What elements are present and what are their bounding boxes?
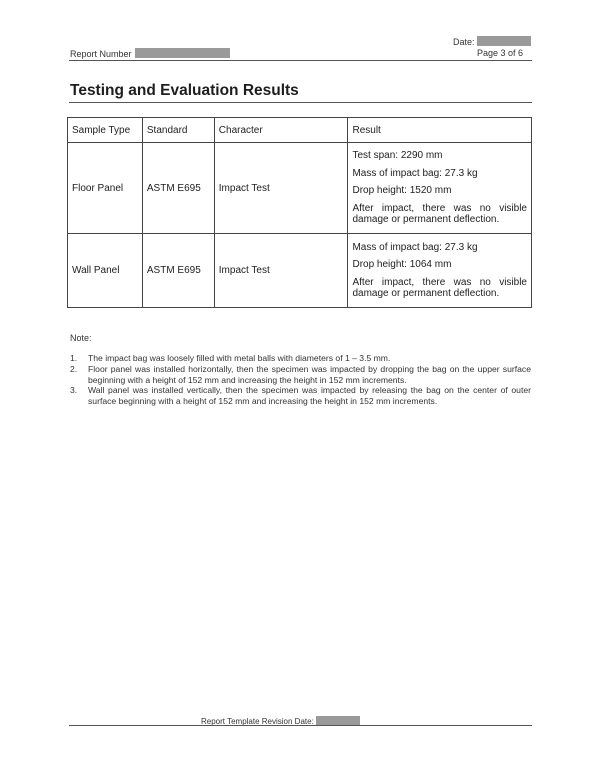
redacted-date bbox=[477, 36, 531, 46]
report-number-label: Report Number bbox=[70, 49, 132, 59]
date-line bbox=[453, 36, 531, 47]
cell-standard: ASTM E695 bbox=[142, 234, 214, 308]
page-title: Testing and Evaluation Results bbox=[70, 82, 299, 99]
cell-character: Impact Test bbox=[214, 143, 348, 234]
note-label: Note: bbox=[70, 333, 92, 343]
cell-sample-type: Floor Panel bbox=[68, 143, 143, 234]
report-number bbox=[70, 48, 230, 59]
note-item bbox=[70, 364, 531, 386]
result-line: Mass of impact bag: 27.3 kg bbox=[352, 241, 478, 253]
result-line: Mass of impact bag: 27.3 kg bbox=[352, 167, 478, 179]
notes-list bbox=[70, 353, 531, 407]
date-label: Date: bbox=[453, 37, 475, 47]
result-line: Drop height: 1520 mm bbox=[352, 185, 452, 197]
note-number: 2. bbox=[70, 363, 78, 374]
header-standard: Standard bbox=[142, 118, 214, 143]
cell-result bbox=[348, 143, 532, 234]
table-header-row bbox=[68, 118, 532, 143]
cell-character: Impact Test bbox=[214, 234, 348, 308]
header-sample-type: Sample Type bbox=[68, 118, 143, 143]
table-row bbox=[68, 143, 532, 234]
result-line: Test span: 2290 mm bbox=[352, 150, 443, 162]
result-line: Drop height: 1064 mm bbox=[352, 259, 452, 270]
header-rule bbox=[69, 60, 532, 61]
note-text: Floor panel was installed horizontally, then the specimen was impacted by dropping the bag on the upper surface beginning with a height of 152 mm and increasing the height in 152 mm increments. bbox=[88, 363, 531, 385]
results-table bbox=[67, 117, 532, 308]
header-character: Character bbox=[214, 118, 348, 143]
result-line: After impact, there was no visible damage or permanent deflection. bbox=[352, 202, 527, 226]
footer-rule bbox=[69, 725, 532, 726]
note-number: 1. bbox=[70, 353, 78, 363]
redacted-report-number bbox=[135, 48, 230, 58]
revision-date-label: Report Template Revision Date: bbox=[201, 717, 314, 726]
note-text: The impact bag was loosely filled with metal balls with diameters of 1 – 3.5 mm. bbox=[88, 353, 391, 363]
result-line: After impact, there was no visible damage or permanent deflection. bbox=[352, 276, 527, 299]
note-text: Wall panel was installed vertically, then the specimen was impacted by releasing the bag on the center of outer surface beginning with a height of 152 mm and increasing the height in 152 mm increments. bbox=[88, 385, 531, 407]
cell-result bbox=[348, 234, 532, 308]
note-number: 3. bbox=[70, 385, 78, 396]
title-rule bbox=[69, 102, 532, 103]
cell-sample-type: Wall Panel bbox=[68, 234, 143, 308]
table-row bbox=[68, 234, 532, 308]
note-item bbox=[70, 353, 531, 364]
note-item bbox=[70, 385, 531, 407]
cell-standard: ASTM E695 bbox=[142, 143, 214, 234]
header-result: Result bbox=[348, 118, 532, 143]
redacted-revision-date bbox=[316, 716, 360, 725]
page-number: Page 3 of 6 bbox=[476, 48, 523, 58]
